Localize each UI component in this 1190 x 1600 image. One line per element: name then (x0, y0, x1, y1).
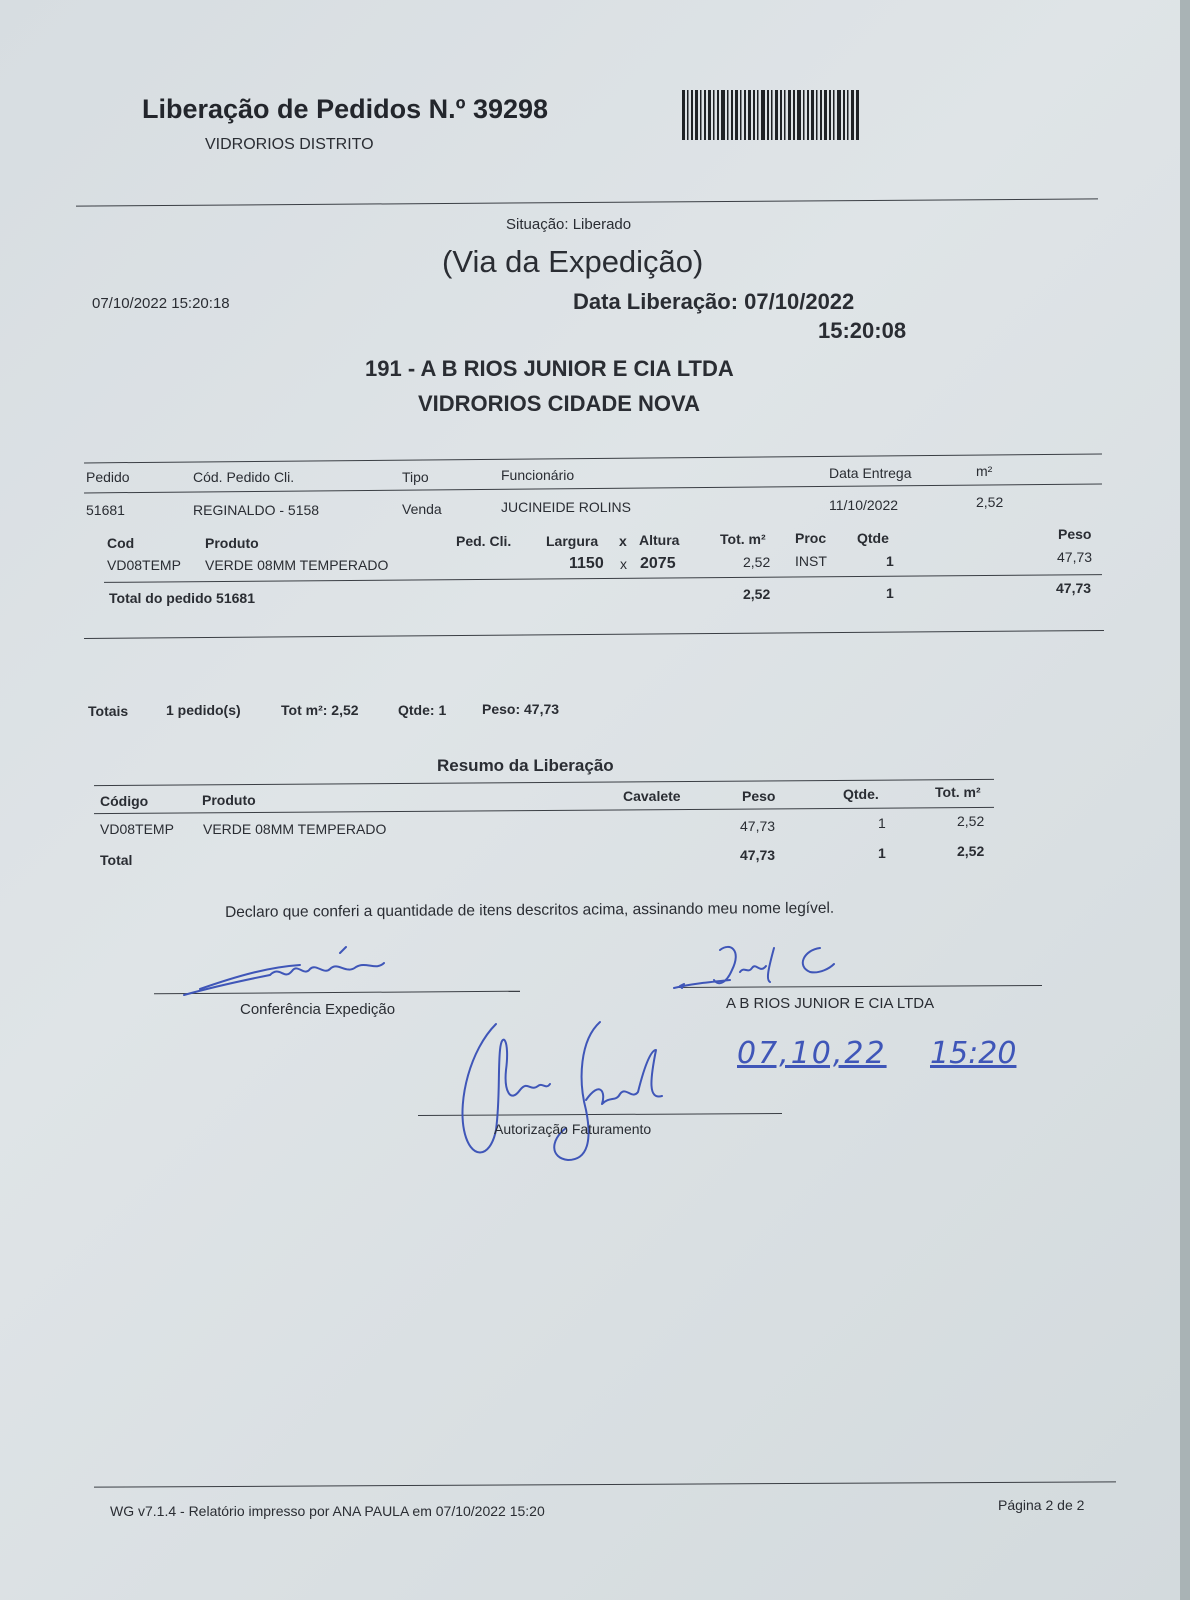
summary-header-tot-m2: Tot. m² (935, 784, 981, 800)
item-altura: 2075 (640, 555, 676, 572)
order-pedido: 51681 (86, 502, 125, 518)
conferencia-label: Conferência Expedição (240, 1001, 396, 1018)
order-cod-pedido-cli: REGINALDO - 5158 (193, 502, 320, 518)
item-header-x: x (619, 533, 627, 549)
header-funcionario: Funcionário (501, 467, 575, 483)
order-tipo: Venda (402, 501, 442, 517)
footer-divider (94, 1481, 1116, 1487)
totals-pedidos: 1 pedido(s) (166, 702, 241, 718)
item-cod: VD08TEMP (107, 557, 181, 573)
header-cod-pedido-cli: Cód. Pedido Cli. (193, 469, 295, 485)
handwritten-date: 07,10,22 (737, 1036, 887, 1071)
release-time: 15:20:08 (818, 318, 907, 343)
summary-header-produto: Produto (202, 792, 256, 808)
header-pedido: Pedido (86, 469, 130, 485)
autorizacao-label: Autorização Faturamento (494, 1121, 652, 1137)
item-peso: 47,73 (1057, 549, 1093, 565)
item-header-tot-m2: Tot. m² (720, 531, 766, 547)
item-header-produto: Produto (205, 535, 259, 551)
header-data-entrega: Data Entrega (829, 465, 912, 481)
client-branch: VIDRORIOS CIDADE NOVA (418, 391, 700, 416)
footer-print-info: WG v7.1.4 - Relatório impresso por ANA PAULA em 07/10/2022 15:20 (110, 1503, 545, 1519)
summary-total-label: Total (100, 852, 133, 868)
item-header-proc: Proc (795, 530, 827, 546)
order-funcionario: JUCINEIDE ROLINS (501, 499, 631, 515)
item-header-altura: Altura (639, 532, 680, 548)
summary-row-qtde: 1 (878, 815, 886, 831)
summary-header-cavalete: Cavalete (623, 788, 681, 804)
summary-row-tot-m2: 2,52 (957, 813, 985, 829)
summary-total-qtde: 1 (878, 845, 886, 861)
item-tot-m2: 2,52 (743, 554, 771, 570)
order-table-top (84, 454, 1102, 464)
signature-client (670, 940, 870, 1000)
totals-peso: Peso: 47,73 (482, 701, 560, 717)
summary-total-peso: 47,73 (740, 847, 776, 863)
summary-row-produto: VERDE 08MM TEMPERADO (203, 821, 387, 837)
footer-page-number: Página 2 de 2 (998, 1497, 1085, 1513)
item-header-largura: Largura (546, 533, 599, 549)
summary-row-codigo: VD08TEMP (100, 821, 174, 837)
client-name: 191 - A B RIOS JUNIOR E CIA LTDA (365, 356, 734, 381)
item-header-ped-cli: Ped. Cli. (456, 533, 512, 549)
declaration-text: Declaro que conferi a quantidade de itens descritos acima, assinando meu nome legível. (225, 899, 835, 921)
print-timestamp: 07/10/2022 15:20:18 (92, 295, 230, 312)
item-x: x (620, 556, 627, 572)
item-produto: VERDE 08MM TEMPERADO (205, 557, 389, 573)
order-data-entrega: 11/10/2022 (829, 497, 899, 513)
signature-autorizacao (450, 1020, 710, 1170)
document-title: Liberação de Pedidos N.º 39298 (142, 94, 549, 124)
summary-title: Resumo da Liberação (437, 756, 614, 775)
summary-header-peso: Peso (742, 788, 776, 804)
status-label: Situação: Liberado (506, 216, 632, 233)
totals-label: Totais (88, 703, 129, 719)
barcode (682, 90, 860, 140)
header-divider (76, 198, 1098, 206)
order-header-divider (84, 484, 1102, 494)
client-signature-label: A B RIOS JUNIOR E CIA LTDA (726, 995, 935, 1012)
totals-qtde: Qtde: 1 (398, 702, 447, 718)
item-header-qtde: Qtde (857, 530, 889, 546)
summary-row-peso: 47,73 (740, 818, 776, 834)
header-m2: m² (976, 463, 993, 479)
header-tipo: Tipo (402, 469, 429, 485)
item-divider (104, 574, 1102, 583)
order-table-bottom (84, 630, 1104, 639)
summary-header-codigo: Código (100, 793, 149, 809)
signature-conferencia (180, 945, 440, 1005)
order-total-label: Total do pedido 51681 (109, 590, 255, 606)
item-largura: 1150 (569, 555, 604, 572)
order-total-qtde: 1 (886, 585, 894, 601)
order-m2: 2,52 (976, 494, 1004, 510)
summary-total-tot-m2: 2,52 (957, 843, 985, 859)
handwritten-time: 15:20 (930, 1036, 1017, 1071)
release-date: Data Liberação: 07/10/2022 (573, 289, 855, 314)
totals-tot-m2: Tot m²: 2,52 (281, 702, 359, 718)
company-name: VIDRORIOS DISTRITO (205, 136, 374, 153)
via-label: (Via da Expedição) (442, 244, 704, 279)
item-proc: INST (795, 553, 827, 569)
item-header-peso: Peso (1058, 526, 1092, 542)
order-total-tot-m2: 2,52 (743, 586, 771, 602)
item-header-cod: Cod (107, 535, 135, 551)
summary-header-qtde: Qtde. (843, 786, 879, 802)
item-qtde: 1 (886, 553, 894, 569)
order-total-peso: 47,73 (1056, 580, 1092, 596)
